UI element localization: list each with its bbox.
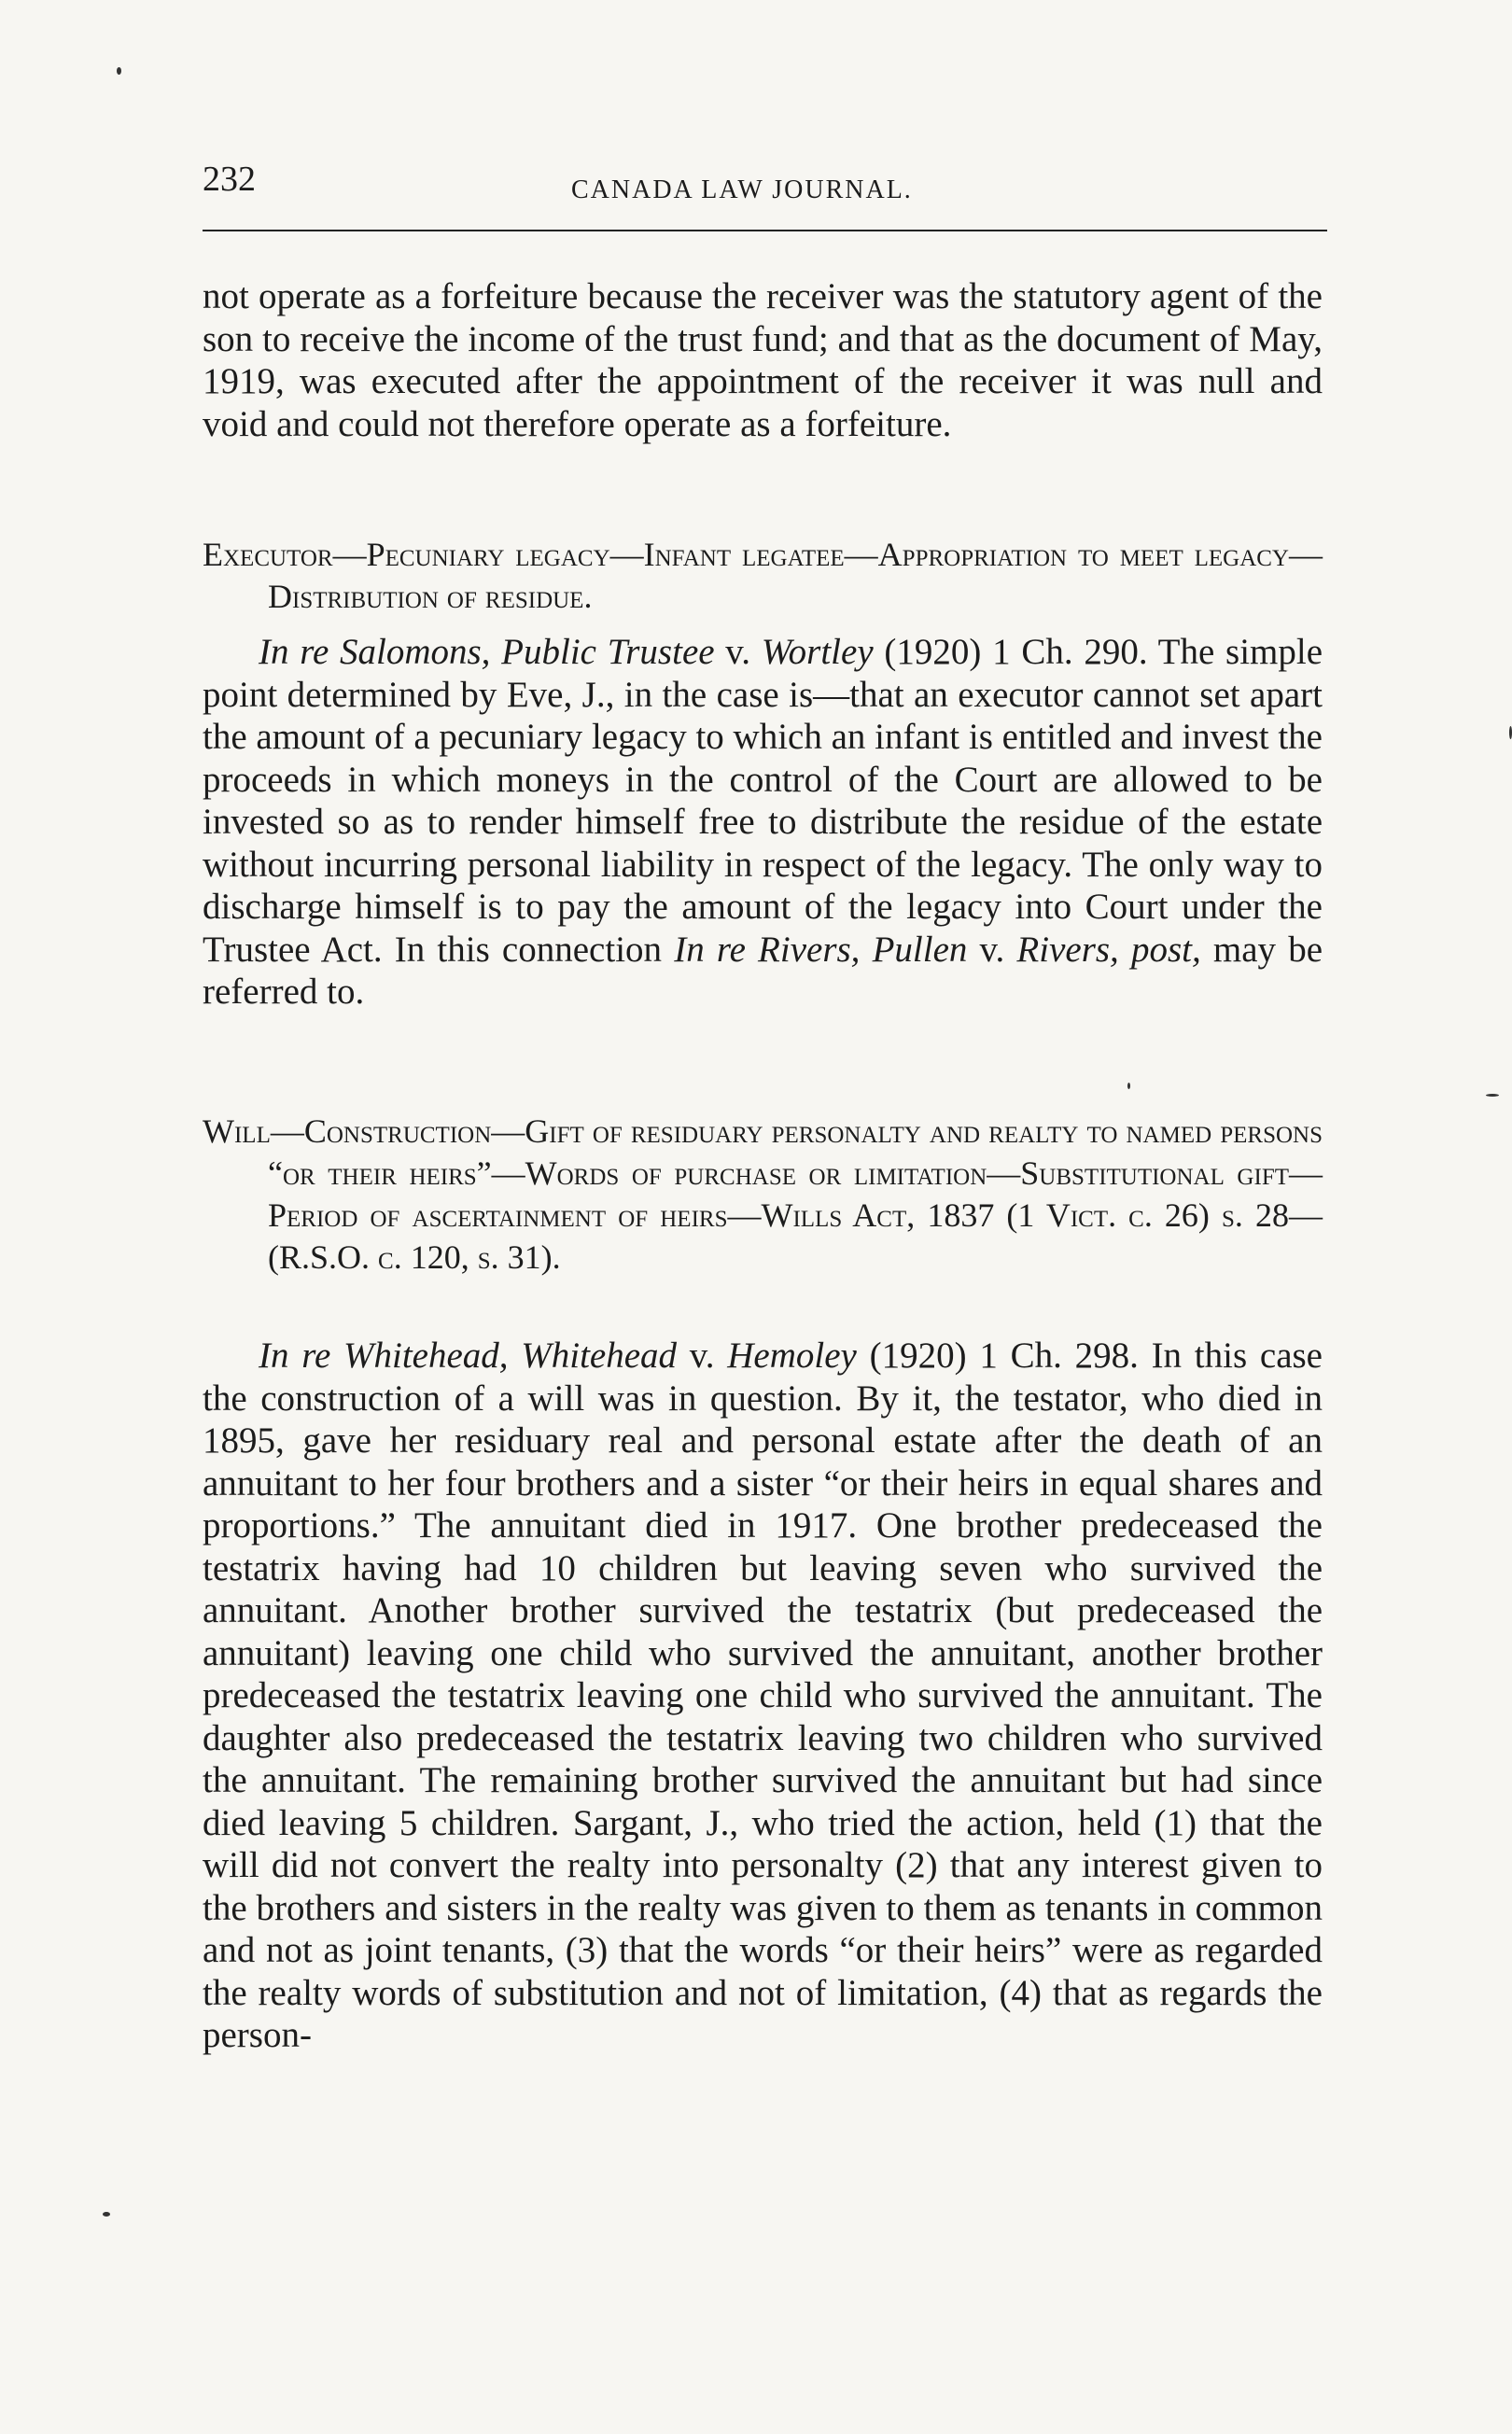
- cross-reference-tail: may be referred to.: [203, 929, 1323, 1012]
- journal-title: CANADA LAW JOURNAL.: [571, 175, 913, 204]
- case-name-b: Wortley: [761, 632, 874, 672]
- scan-speck: [1127, 1083, 1130, 1089]
- case-name-a: In re Salomons, Public Trustee: [259, 632, 715, 672]
- running-header: [203, 149, 1327, 205]
- case-reference: (1920) 1 Ch. 298.: [856, 1336, 1139, 1376]
- cross-reference-b: Rivers, post,: [1016, 929, 1201, 970]
- section-heading-will: Will—Construction—Gift of residuary personalty and realty to named persons “or their heirs”—Words of purchase or limitation—Substitutional gift—Period of ascertainment of heirs—Wills Act, 1837 (1 Vict. c. 26) s. 28—(R.S.O. c. 120, s. 31).: [203, 1112, 1323, 1276]
- section-body-will: [203, 1335, 1323, 2057]
- case-name-a: In re Whitehead, Whitehead: [259, 1336, 678, 1376]
- scan-speck: [1486, 1094, 1499, 1097]
- case-reference: (1920) 1 Ch. 290.: [873, 632, 1148, 672]
- cross-reference-versus: v.: [967, 929, 1017, 970]
- scan-speck: [117, 67, 121, 75]
- scan-speck: [103, 2212, 110, 2217]
- page-number: 232: [203, 160, 256, 199]
- case-summary: The simple point determined by Eve, J., in the case is—that an executor cannot set apart the amount of a pecuniary legacy to which an infant is entitled and invest the proceeds in which moneys in the control of the Court are allowed to be invested so as to render himself free to distribute the residue of the estate without incurring personal liability in respect of the legacy. The only way to discharge himself is to pay the amount of the legacy into Court under the Trustee Act. In this connection: [203, 632, 1323, 970]
- case-versus: v.: [677, 1336, 728, 1376]
- case-summary: In this case the construction of a will was in question. By it, the testator, who died in 1895, gave her residuary real and personal estate after the death of an annuitant to her four brothers and a sister “or their heirs in equal shares and proportions.” The annuitant died in 1917. One brother predeceased the testatrix having had 10 children but leaving seven who survived the annuitant. Another brother survived the testatrix (but predeceased the annuitant) leaving one child who survived the annuitant, another brother predeceased the testatrix leaving one child who survived the annuitant. The daughter also predeceased the testatrix leaving two children who survived the annuitant. The remaining brother survived the annuitant but had since died leaving 5 children. Sargant, J., who tried the action, held (1) that the will did not convert the realty into personalty (2) that any interest given to the brothers and sisters in the realty was given to them as tenants in common and not as joint tenants, (3) that the words “or their heirs” were as regarded the realty words of substitution and not of limitation, (4) that as regards the person-: [203, 1336, 1323, 2055]
- cross-reference-a: In re Rivers, Pullen: [674, 929, 968, 970]
- header-rule: [203, 230, 1327, 231]
- case-versus: v.: [714, 632, 762, 672]
- case-name-b: Hemoley: [727, 1336, 857, 1376]
- section-heading-executor: Executor—Pecuniary legacy—Infant legatee—Appropriation to meet legacy—Distribution of residue.: [203, 536, 1323, 615]
- paragraph-continued: not operate as a forfeiture because the receiver was the statutory agent of the son to receive the income of the trust fund; and that as the document of May, 1919, was executed after the appointment of the receiver it was null and void and could not therefore operate as a forfeiture.: [203, 276, 1323, 444]
- section-body-executor: [203, 631, 1323, 1014]
